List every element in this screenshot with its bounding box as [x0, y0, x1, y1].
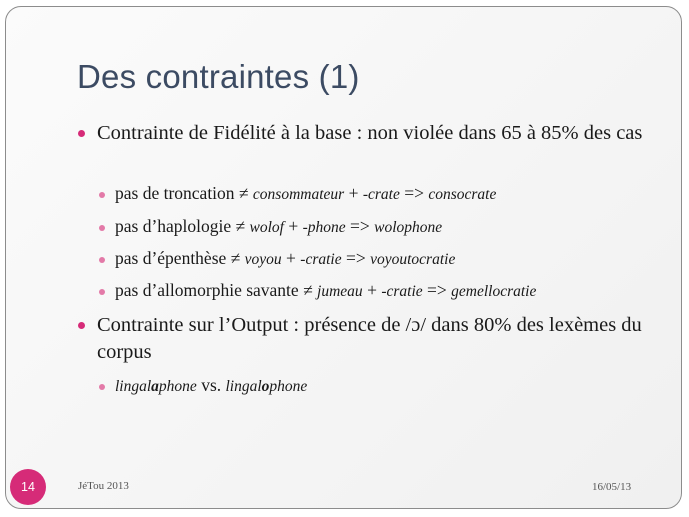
sub-bullet-text: pas d’allomorphie savante ≠	[115, 280, 318, 300]
sub-bullet-dot-icon	[99, 225, 105, 231]
sub-bullet-dot-icon	[99, 384, 105, 390]
bullet-text: Contrainte sur l’Output : présence de /ɔ/ dans 80% des lexèmes du corpus	[97, 314, 642, 363]
plus-sign: +	[344, 183, 363, 203]
suffix: -phone	[302, 219, 346, 236]
versus-text: vs.	[196, 375, 226, 395]
bullet-dot-icon	[78, 322, 85, 329]
highlighted-vowel: o	[261, 378, 270, 395]
footer-event: JéTou 2013	[78, 480, 129, 492]
plus-sign: +	[362, 280, 382, 300]
arrow: =>	[399, 183, 429, 203]
slide-title: Des contraintes (1)	[77, 58, 360, 95]
base-word: voyou	[244, 251, 282, 268]
bullet-dot-icon	[78, 130, 85, 137]
arrow: =>	[422, 280, 452, 300]
arrow: =>	[341, 248, 371, 268]
word-part: phone	[269, 378, 308, 395]
page-number-badge: 14	[10, 469, 46, 505]
result-word: wolophone	[374, 219, 443, 236]
word-part: lingal	[225, 378, 262, 395]
arrow: =>	[345, 216, 375, 236]
sub-bullet-dot-icon	[99, 289, 105, 295]
suffix: -cratie	[300, 251, 342, 268]
footer-date: 16/05/13	[592, 481, 632, 493]
word-part: phone	[158, 378, 197, 395]
sub-bullet-dot-icon	[99, 192, 105, 198]
sub-bullet-text: pas d’épenthèse ≠	[115, 248, 245, 268]
bullet-text: Contrainte de Fidélité à la base : non violée dans 65 à 85% des cas	[97, 122, 643, 144]
base-word: consommateur	[252, 186, 345, 203]
sub-bullet-text: pas de troncation ≠	[115, 183, 253, 203]
plus-sign: +	[281, 248, 301, 268]
plus-sign: +	[283, 216, 303, 236]
sub-bullet-dot-icon	[99, 257, 105, 263]
result-word: consocrate	[428, 186, 497, 203]
base-word: jumeau	[317, 283, 363, 300]
suffix: -crate	[362, 186, 400, 203]
result-word: gemellocratie	[451, 283, 537, 300]
base-word: wolof	[249, 219, 284, 236]
highlighted-vowel: a	[151, 378, 159, 395]
sub-bullet-text: pas d’haplologie ≠	[115, 216, 250, 236]
result-word: voyoutocratie	[370, 251, 456, 268]
word-part: lingal	[115, 378, 152, 395]
suffix: -cratie	[381, 283, 423, 300]
